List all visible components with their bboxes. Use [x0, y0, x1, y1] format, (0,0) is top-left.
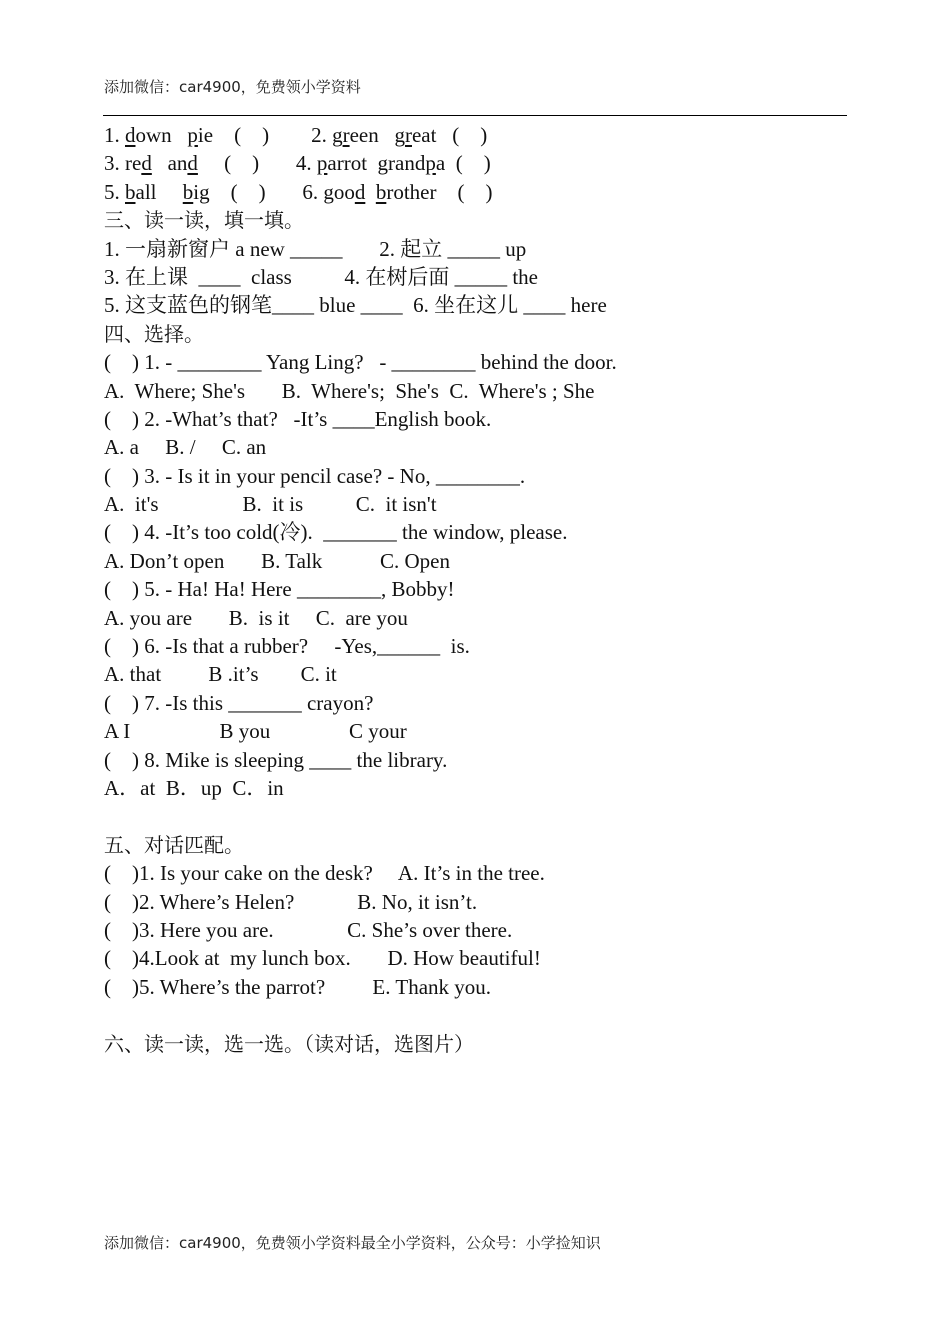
section-4-title: 四、选择。 [104, 321, 204, 346]
choice-options-7: A I B you C your [104, 719, 407, 744]
spacer [104, 802, 844, 830]
choice-options-8: A．at B．up C．in [104, 775, 284, 800]
choice-question-8: ( ) 8. Mike is sleeping ____ the library. [104, 747, 448, 772]
choice-question-5: ( ) 5. - Ha! Ha! Here ________, Bobby! [104, 577, 455, 602]
phonics-line-3: 5. ball big ( ) 6. good brother ( ) [104, 179, 493, 204]
choice-question-1: ( ) 1. - ________ Yang Ling? - ________ behind the door. [104, 350, 617, 375]
choice-options-6: A. that B .it’s C. it [104, 662, 337, 687]
fill-line-2: 3. 在上课 ____ class 4. 在树后面 _____ the [104, 264, 538, 289]
choice-question-2: ( ) 2. -What’s that? -It’s ____English book. [104, 406, 492, 431]
choice-options-2: A. a B. / C. an [104, 435, 267, 460]
match-line-4: ( )4.Look at my lunch box. D. How beautiful! [104, 946, 541, 971]
page-footer: 添加微信：car4900，免费领小学资料最全小学资料，公众号：小学捡知识 [104, 1234, 601, 1252]
fill-line-3: 5. 这支蓝色的钢笔____ blue ____ 6. 坐在这儿 ____ here [104, 293, 607, 318]
section-5-title: 五、对话匹配。 [104, 832, 244, 857]
choice-options-5: A. you are B. is it C. are you [104, 605, 408, 630]
section-3-title: 三、读一读，填一填。 [104, 208, 304, 233]
spacer [104, 1001, 844, 1029]
page-header: 添加微信：car4900，免费领小学资料 [104, 78, 361, 96]
choice-question-7: ( ) 7. -Is this _______ crayon? [104, 690, 374, 715]
match-line-1: ( )1. Is your cake on the desk? A. It’s in the tree. [104, 861, 545, 886]
fill-line-1: 1. 一扇新窗户 a new _____ 2. 起立 _____ up [104, 236, 527, 261]
match-line-2: ( )2. Where’s Helen? B. No, it isn’t. [104, 889, 478, 914]
match-line-5: ( )5. Where’s the parrot? E. Thank you. [104, 974, 492, 999]
worksheet-content [104, 121, 844, 1058]
choice-question-3: ( ) 3. - Is it in your pencil case? - No, ________. [104, 463, 526, 488]
choice-options-1: A. Where; She's B. Where's; She's C. Where's ; She [104, 378, 595, 403]
choice-options-4: A. Don’t open B. Talk C. Open [104, 548, 450, 573]
phonics-line-1: 1. down pie ( ) 2. green great ( ) [104, 123, 488, 147]
section-6-title: 六、读一读，选一选。（读对话，选图片） [104, 1031, 474, 1056]
choice-options-3: A. it's B. it is C. it isn't [104, 492, 437, 517]
choice-question-4: ( ) 4. -It’s too cold(冷). _______ the window, please. [104, 520, 568, 545]
phonics-line-2: 3. red and ( ) 4. parrot grandpa ( ) [104, 151, 491, 176]
match-line-3: ( )3. Here you are. C. She’s over there. [104, 917, 513, 942]
choice-question-6: ( ) 6. -Is that a rubber? -Yes,______ is. [104, 634, 470, 659]
header-rule [103, 115, 847, 116]
